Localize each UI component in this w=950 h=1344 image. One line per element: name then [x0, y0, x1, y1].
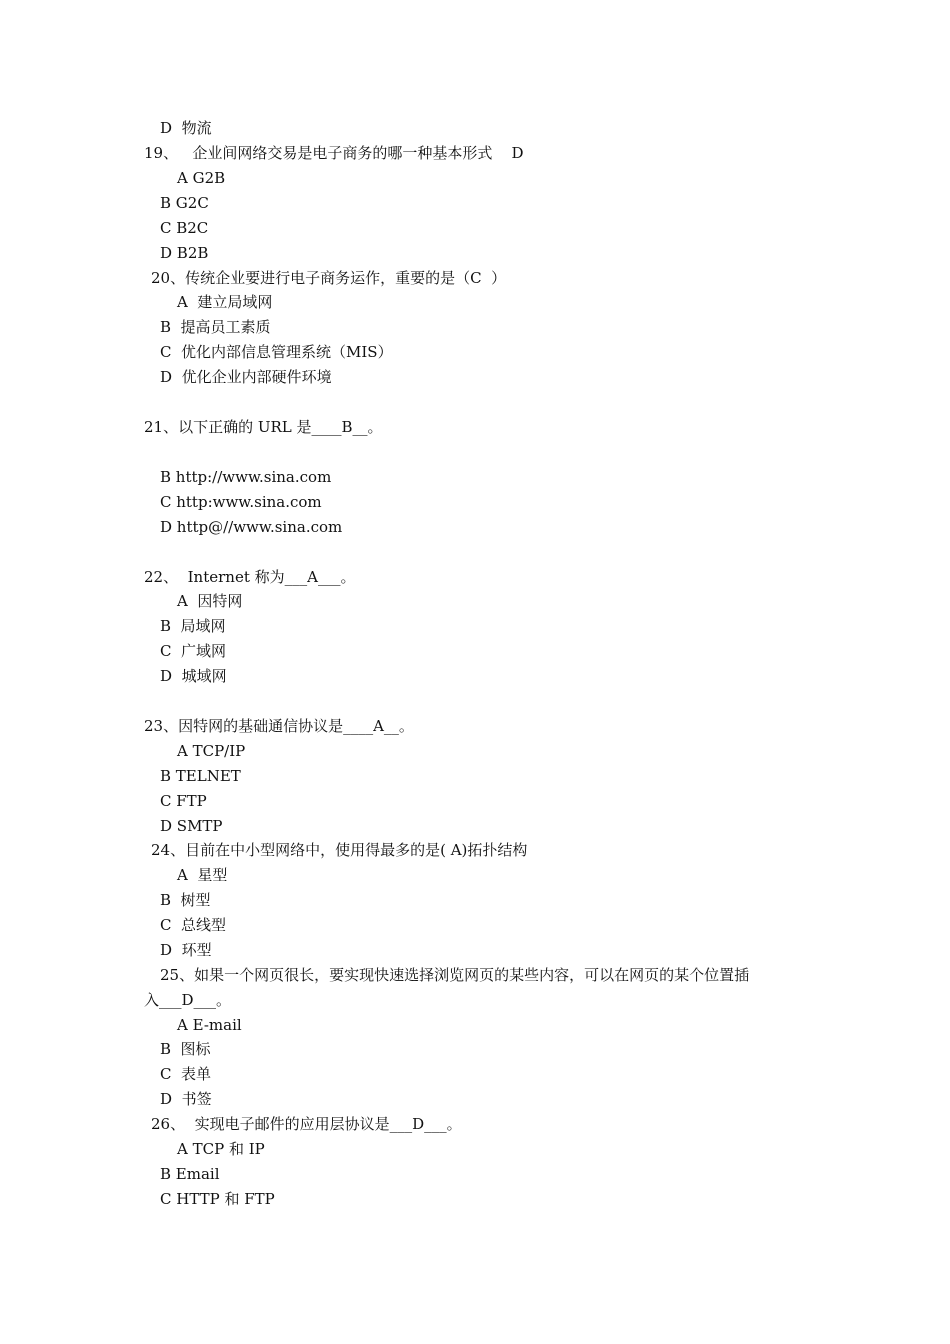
- option-line: C FTP: [160, 792, 207, 810]
- question-line: 21、以下正确的 URL 是____B__。: [144, 418, 383, 436]
- option-line: B TELNET: [160, 767, 241, 785]
- option-line: A G2B: [177, 169, 226, 187]
- option-line: A 因特网: [177, 592, 243, 610]
- option-line: C 广域网: [160, 642, 227, 660]
- option-line: D SMTP: [160, 817, 223, 835]
- question-line: 25、如果一个网页很长，要实现快速选择浏览网页的某些内容，可以在网页的某个位置插: [160, 966, 750, 984]
- option-line: B 提高员工素质: [160, 318, 271, 336]
- option-line: A E-mail: [177, 1016, 242, 1034]
- option-line: A TCP 和 IP: [177, 1140, 265, 1158]
- option-line: C 总线型: [160, 916, 227, 934]
- question-line: 入___D___。: [144, 991, 232, 1009]
- option-line: A TCP/IP: [177, 742, 246, 760]
- option-line: D 书签: [160, 1090, 212, 1108]
- option-line: B 图标: [160, 1040, 211, 1058]
- option-line: C 表单: [160, 1065, 212, 1083]
- option-line: A 星型: [177, 866, 228, 884]
- question-line: 23、因特网的基础通信协议是____A__。: [144, 717, 414, 735]
- option-line: D 优化企业内部硬件环境: [160, 368, 332, 386]
- question-line: 19、 企业间网络交易是电子商务的哪一种基本形式 D: [144, 144, 524, 162]
- option-line: D 城域网: [160, 667, 227, 685]
- option-line: C B2C: [160, 219, 209, 237]
- option-line: C 优化内部信息管理系统（MIS）: [160, 343, 393, 361]
- question-line: 20、传统企业要进行电子商务运作，重要的是（C ）: [151, 269, 507, 287]
- option-line: B Email: [160, 1165, 220, 1183]
- option-line: D B2B: [160, 244, 209, 262]
- option-line: C http:www.sina.com: [160, 493, 322, 511]
- option-line: D 环型: [160, 941, 212, 959]
- option-line: D 物流: [160, 119, 212, 137]
- question-line: 26、 实现电子邮件的应用层协议是___D___。: [151, 1115, 462, 1133]
- option-line: B G2C: [160, 194, 209, 212]
- option-line: B 树型: [160, 891, 211, 909]
- option-line: A 建立局域网: [177, 293, 273, 311]
- option-line: B 局域网: [160, 617, 226, 635]
- option-line: C HTTP 和 FTP: [160, 1190, 275, 1208]
- option-line: D http@//www.sina.com: [160, 518, 343, 536]
- question-line: 24、目前在中小型网络中，使用得最多的是( A)拓扑结构: [151, 841, 528, 859]
- question-line: 22、 Internet 称为___A___。: [144, 568, 356, 586]
- option-line: B http://www.sina.com: [160, 468, 332, 486]
